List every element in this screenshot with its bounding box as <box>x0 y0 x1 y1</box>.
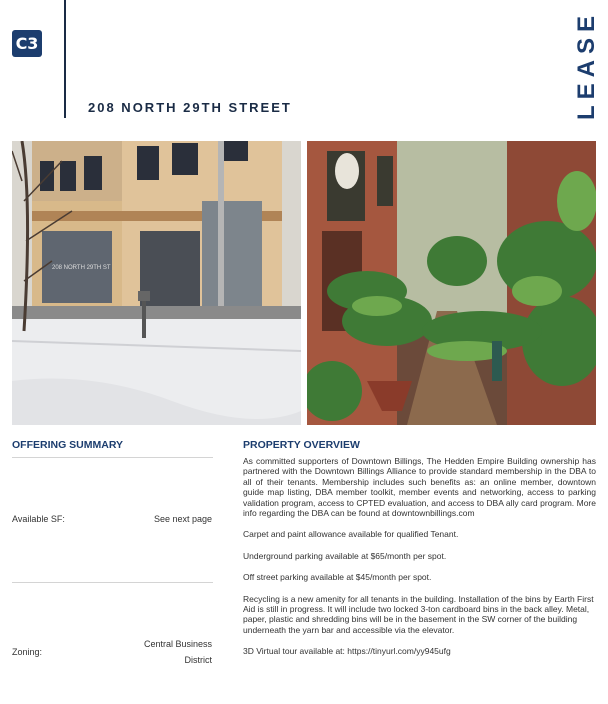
building-exterior-photo <box>12 141 301 425</box>
summary-divider <box>12 457 213 458</box>
available-sf-value: See next page <box>153 514 212 524</box>
overview-paragraph: As committed supporters of Downtown Billings, The Hedden Empire Building ownership has partnered with the Downtown Billings Alliance to provide standard membership in the DBA to all of their tenants. Membership includes such benefits as: an online member, downtown guide map listing, DBA member toolkit, member events and networking, access to parking validation program, access to CPTED evaluation, and access to DBA ally card program. More info regarding the DBA can be found at downtownbillings.com <box>243 456 596 519</box>
zoning-value-line1: Central Business <box>143 639 212 649</box>
summary-divider <box>12 582 213 583</box>
lease-label <box>572 0 602 130</box>
lease-label-text: LEASE <box>573 9 600 121</box>
property-address: 208 NORTH 29TH STREET <box>88 100 292 115</box>
virtual-tour-link[interactable]: 3D Virtual tour available at: https://tinyurl.com/yy945ufg <box>243 646 451 657</box>
offering-summary-title: OFFERING SUMMARY <box>12 439 124 451</box>
overview-paragraph: Underground parking available at $65/month per spot. <box>243 550 447 561</box>
overview-paragraph: Recycling is a new amenity for all tenants in the building. Installation of the bins by Earth First Aid is still in progress. It will include two locked 3-ton cardboard bins in the back alley. Metal, paper, plastic and shredding bins will be in the basement in the SW corner of the building underneath the yarn bar and accessible via the elevator. <box>243 593 594 635</box>
zoning-label: Zoning: <box>12 647 43 657</box>
zoning-value-line2: District <box>184 655 212 665</box>
atrium-plants-photo <box>307 141 596 425</box>
header-divider <box>64 0 66 118</box>
property-overview-body <box>243 456 596 668</box>
available-sf-label: Available SF: <box>12 514 65 524</box>
overview-paragraph: Carpet and paint allowance available for qualified Tenant. <box>243 529 459 540</box>
overview-paragraph: Off street parking available at $45/month per spot. <box>243 572 432 583</box>
storefront-sign: 208 NORTH 29TH ST <box>52 265 111 271</box>
property-overview-title: PROPERTY OVERVIEW <box>243 439 360 451</box>
company-logo: C3 <box>12 30 42 57</box>
